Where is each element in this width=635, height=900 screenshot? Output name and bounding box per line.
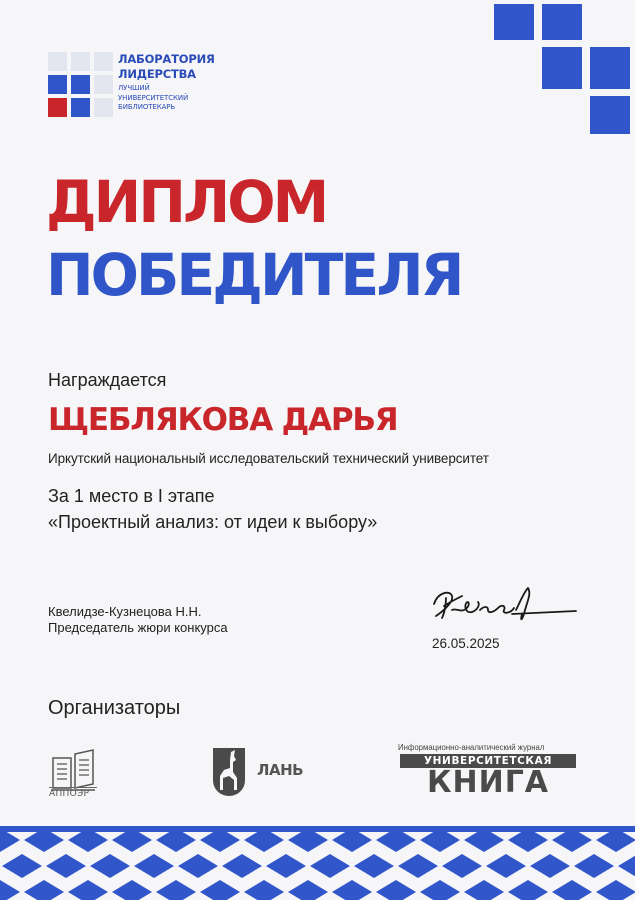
decor-diamond (486, 854, 526, 878)
jury-chair-name: Квелидзе-Кузнецова Н.Н. (48, 604, 202, 619)
decor-diamond (552, 880, 592, 900)
awarded-label: Награждается (48, 370, 167, 390)
signature-image (428, 584, 578, 630)
decor-diamond (24, 880, 64, 900)
lan-label: ЛАНЬ (257, 761, 304, 779)
decor-square (494, 4, 534, 40)
kniga-band-label: УНИВЕРСИТЕТСКАЯ (400, 754, 576, 768)
decor-square (542, 4, 582, 40)
university-name: Иркутский национальный исследовательский технический университет (48, 451, 489, 466)
organizers-title: Организаторы (48, 697, 181, 719)
decor-diamond (398, 854, 438, 878)
decor-diamond (288, 880, 328, 900)
decor-diamond (618, 854, 635, 878)
logo-sub-line2: УНИВЕРСИТЕТСКИЙ (118, 93, 189, 102)
decor-square (542, 47, 582, 89)
decor-diamond (530, 854, 570, 878)
decor-diamond (376, 880, 416, 900)
logo-title-line2: ЛИДЕРСТВА (118, 67, 196, 81)
decor-diamond (134, 854, 174, 878)
decor-diamond (222, 854, 262, 878)
decor-square (590, 96, 630, 134)
decor-diamond (244, 880, 284, 900)
decor-diamond (354, 854, 394, 878)
kniga-journal-caption: Информационно-аналитический журнал (398, 743, 545, 752)
decor-diamond (2, 854, 42, 878)
signature-date: 26.05.2025 (432, 636, 500, 651)
decor-diamond (310, 854, 350, 878)
decor-diamond (0, 880, 20, 900)
recipient-name: ЩЕБЛЯКОВА ДАРЬЯ (48, 402, 398, 438)
decor-diamond (464, 880, 504, 900)
appoer-label: АППОЭР (49, 787, 97, 799)
winner-heading: ПОБЕДИТЕЛЯ (46, 241, 462, 309)
decor-square (590, 47, 630, 89)
logo-sub-line3: БИБЛИОТЕКАРЬ (118, 103, 176, 111)
decor-diamond (90, 854, 130, 878)
decor-diamond (112, 880, 152, 900)
decor-diamond (266, 854, 306, 878)
award-place: За 1 место в I этапе (48, 486, 215, 506)
lan-deer-icon (209, 744, 249, 798)
logo-grid-icon (48, 52, 114, 118)
decor-diamond (68, 880, 108, 900)
bottom-diamond-band (0, 826, 635, 900)
decor-diamond (46, 854, 86, 878)
kniga-title: КНИГА (426, 765, 550, 800)
decor-diamond (574, 854, 614, 878)
award-stage-title: «Проектный анализ: от идеи к выбору» (48, 512, 378, 532)
decor-diamond (200, 880, 240, 900)
logo-sub-line1: ЛУЧШИЙ (118, 84, 150, 92)
decor-diamond (156, 880, 196, 900)
logo-text (118, 52, 278, 113)
decor-diamond (508, 880, 548, 900)
jury-chair-role: Председатель жюри конкурса (48, 620, 228, 635)
decor-diamond (420, 880, 460, 900)
decor-diamond (596, 880, 635, 900)
diploma-heading: ДИПЛОМ (46, 168, 327, 236)
decor-diamond (178, 854, 218, 878)
decor-diamond (442, 854, 482, 878)
logo-subtitle (118, 84, 278, 113)
logo-title-line1: ЛАБОРАТОРИЯ (118, 52, 215, 66)
decor-diamond (332, 880, 372, 900)
